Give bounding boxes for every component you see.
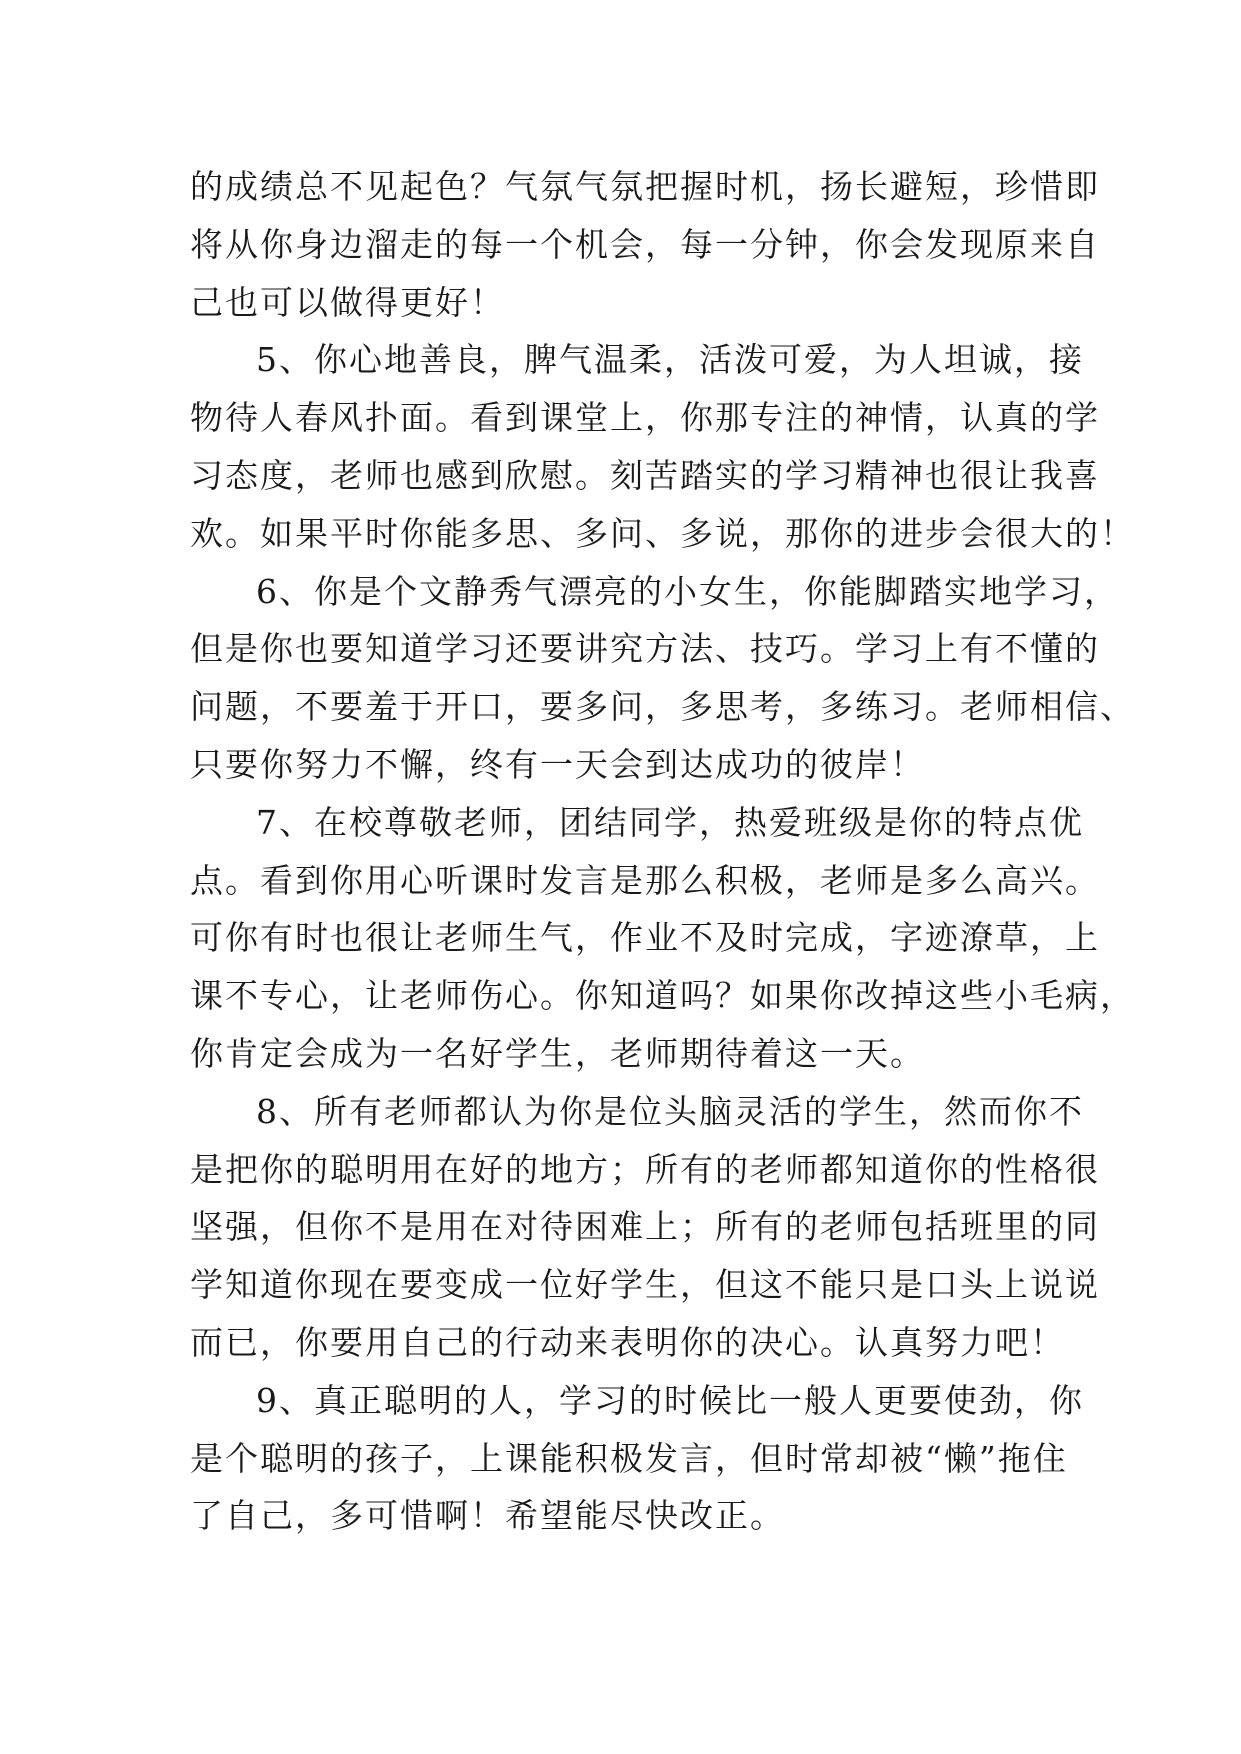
paragraph-start-line: 6、你是个文静秀气漂亮的小女生，你能脚踏实地学习， <box>256 571 1119 611</box>
document-body <box>190 158 1135 1545</box>
text-line: 的成绩总不见起色？气氛气氛把握时机，扬长避短，珍惜即 <box>190 167 1100 206</box>
paragraph-start-line: 5、你心地善良，脾气温柔，活泼可爱，为人坦诚，接 <box>256 340 1084 380</box>
text-line: 己也可以做得更好！ <box>190 282 505 322</box>
text-line: 课不专心，让老师伤心。你知道吗？如果你改掉这些小毛病， <box>190 976 1135 1016</box>
paragraph-start-line: 7、在校尊敬老师，团结同学，热爱班级是你的特点优 <box>256 802 1084 842</box>
text-line: 了自己，多可惜啊！希望能尽快改正。 <box>190 1496 785 1536</box>
text-line: 但是你也要知道学习还要讲究方法、技巧。学习上有不懂的 <box>190 629 1100 669</box>
paragraph-start-line: 9、真正聪明的人，学习的时候比一般人更要使劲，你 <box>256 1380 1084 1420</box>
text-line: 坚强，但你不是用在对待困难上；所有的老师包括班里的同 <box>190 1207 1100 1247</box>
text-line: 习态度，老师也感到欣慰。刻苦踏实的学习精神也很让我喜 <box>190 455 1100 495</box>
text-line: 而已，你要用自己的行动来表明你的决心。认真努力吧！ <box>190 1322 1065 1362</box>
text-line: 是个聪明的孩子，上课能积极发言，但时常却被“懒”拖住 <box>190 1438 1068 1478</box>
text-line: 你肯定会成为一名好学生，老师期待着这一天。 <box>190 1033 925 1073</box>
text-line: 欢。如果平时你能多思、多问、多说，那你的进步会很大的！ <box>190 513 1135 553</box>
text-line: 学知道你现在要变成一位好学生，但这不能只是口头上说说 <box>190 1265 1100 1305</box>
text-line: 物待人春风扑面。看到课堂上，你那专注的神情，认真的学 <box>190 398 1100 438</box>
text-line: 点。看到你用心听课时发言是那么积极，老师是多么高兴。 <box>190 860 1100 900</box>
text-line: 是把你的聪明用在好的地方；所有的老师都知道你的性格很 <box>190 1149 1100 1189</box>
text-line: 只要你努力不懈，终有一天会到达成功的彼岸！ <box>190 744 925 784</box>
text-line: 可你有时也很让老师生气，作业不及时完成，字迹潦草，上 <box>190 918 1100 958</box>
text-line: 将从你身边溜走的每一个机会，每一分钟，你会发现原来自 <box>190 224 1100 264</box>
paragraph-start-line: 8、所有老师都认为你是位头脑灵活的学生，然而你不 <box>256 1091 1084 1131</box>
text-line: 问题，不要羞于开口，要多问，多思考，多练习。老师相信、 <box>190 687 1135 727</box>
